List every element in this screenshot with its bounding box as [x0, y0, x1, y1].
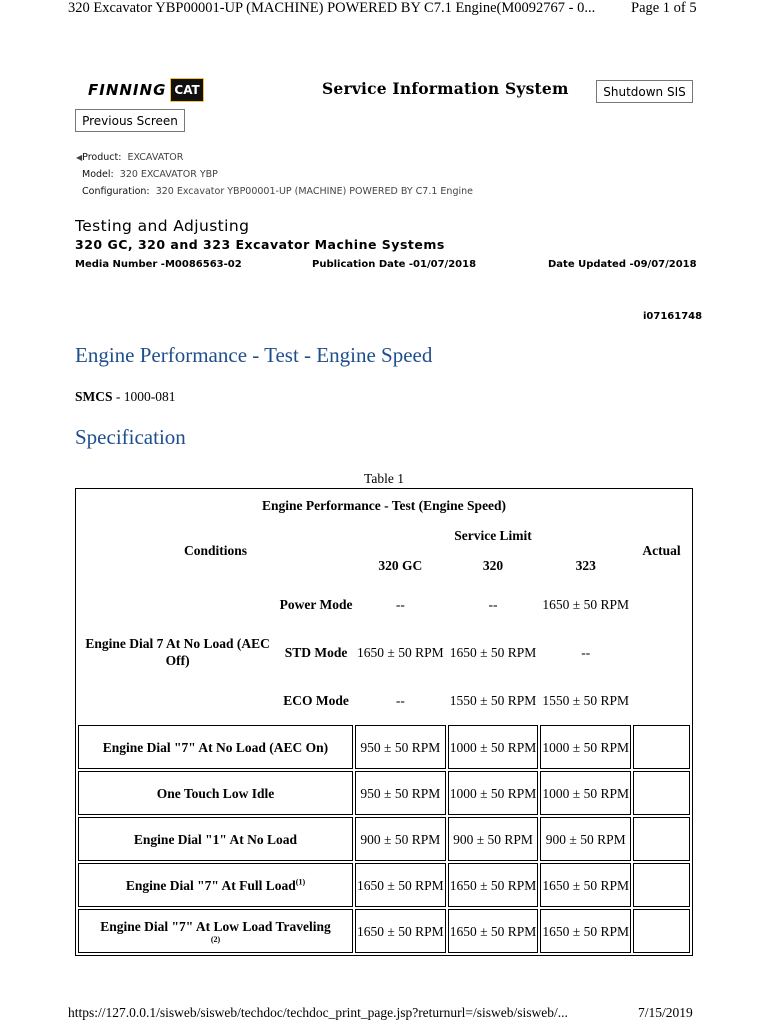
meta-model [82, 169, 218, 180]
finning-cat-logo [88, 76, 204, 104]
service-limit-header: Service Limit [454, 528, 532, 543]
spec-cell: -- [395, 596, 405, 612]
logo-text: FINNING [88, 81, 167, 99]
spec-cell: 950 ± 50 RPM [355, 771, 446, 815]
smcs-value: - 1000-081 [112, 389, 176, 404]
table-row [78, 771, 690, 815]
table-caption: Table 1 [364, 471, 404, 486]
spec-cell: -- [488, 596, 498, 612]
print-page-number: Page 1 of 5 [631, 0, 697, 16]
table-row [78, 863, 690, 907]
table-row [78, 725, 690, 769]
cat-logo-mark: CAT [170, 78, 203, 102]
mode-label: STD Mode [284, 644, 348, 660]
spec-cell: 900 ± 50 RPM [540, 817, 631, 861]
spec-cell: 1650 ± 50 RPM [542, 596, 629, 612]
actual-cell [633, 909, 690, 953]
table-row [78, 909, 690, 953]
row-label-cell [78, 863, 353, 907]
actual-cell [633, 725, 690, 769]
model-value: 320 EXCAVATOR YBP [119, 169, 218, 180]
row-label: Engine Dial "1" At No Load [78, 817, 353, 861]
previous-screen-button[interactable]: Previous Screen [75, 109, 185, 132]
reference-id: i07161748 [643, 311, 703, 322]
product-label: Product: [82, 152, 122, 163]
spec-cell: 1000 ± 50 RPM [448, 725, 539, 769]
spec-cell: 1650 ± 50 RPM [355, 863, 446, 907]
meta-config [82, 186, 473, 197]
spec-cell: 1000 ± 50 RPM [540, 771, 631, 815]
publication-date: Publication Date -01/07/2018 [312, 259, 477, 270]
actual-cell [633, 771, 690, 815]
spec-cell: 1650 ± 50 RPM [448, 863, 539, 907]
spec-cell: 900 ± 50 RPM [448, 817, 539, 861]
spec-cell: 1650 ± 50 RPM [449, 644, 537, 660]
smcs-label: SMCS [75, 389, 113, 404]
config-value: 320 Excavator YBP00001-UP (MACHINE) POWERED BY C7.1 Engine [155, 186, 473, 197]
spec-cell: 1000 ± 50 RPM [540, 725, 631, 769]
row-label: Engine Dial "7" At Full Load [125, 877, 296, 893]
row-label: Engine Dial "7" At Low Load Traveling [100, 918, 331, 934]
engine-speed-table [75, 488, 693, 956]
table-row [78, 817, 690, 861]
spec-cell: 1000 ± 50 RPM [448, 771, 539, 815]
print-footer-date: 7/15/2019 [638, 1005, 693, 1020]
page-title: Engine Performance - Test - Engine Speed [75, 343, 433, 367]
model-header: 320 GC [378, 557, 423, 573]
spec-cell: -- [395, 692, 405, 708]
table-title: Engine Performance - Test (Engine Speed) [261, 498, 507, 513]
mode-label: Power Mode [279, 596, 353, 612]
row-label: One Touch Low Idle [78, 771, 353, 815]
smcs-code [75, 389, 176, 405]
system-title: Service Information System [322, 79, 569, 98]
spec-cell: 1650 ± 50 RPM [540, 863, 631, 907]
row-label-cell [78, 909, 353, 953]
dial7-noload-aec-off: Engine Dial 7 At No Load (AEC Off) [85, 636, 270, 668]
date-updated: Date Updated -09/07/2018 [548, 259, 697, 270]
spec-cell: 1650 ± 50 RPM [448, 909, 539, 953]
spec-cell: 1550 ± 50 RPM [449, 692, 537, 708]
media-number: Media Number -M0086563-02 [75, 259, 242, 270]
model-label: Model: [82, 169, 114, 180]
model-header: 323 [575, 557, 596, 573]
spec-cell: 1650 ± 50 RPM [355, 909, 446, 953]
spec-cell: -- [581, 644, 591, 660]
footnote-ref: (2) [210, 934, 221, 944]
spec-cell: 1650 ± 50 RPM [540, 909, 631, 953]
meta-product [76, 152, 183, 163]
print-footer-url: https://127.0.0.1/sisweb/sisweb/techdoc/techdoc_print_page.jsp?returnurl=/sisweb/sisweb/... [68, 1005, 568, 1020]
spec-cell: 900 ± 50 RPM [355, 817, 446, 861]
print-header-title: 320 Excavator YBP00001-UP (MACHINE) POWERED BY C7.1 Engine(M0092767 - 0... [68, 0, 596, 16]
conditions-header: Conditions [183, 543, 247, 558]
shutdown-sis-button[interactable]: Shutdown SIS [596, 80, 693, 103]
actual-cell [633, 863, 690, 907]
spec-cell: 1550 ± 50 RPM [542, 692, 629, 708]
actual-cell [633, 677, 690, 723]
model-header: 320 [482, 557, 504, 573]
back-arrow-icon[interactable]: ◀ [76, 153, 83, 162]
config-label: Configuration: [82, 186, 150, 197]
product-value: EXCAVATOR [127, 152, 184, 163]
specification-heading: Specification [75, 425, 186, 449]
spec-cell: 1650 ± 50 RPM [357, 644, 444, 660]
actual-cell [633, 581, 690, 627]
footnote-ref: (1) [295, 877, 306, 886]
actual-cell [633, 817, 690, 861]
row-label: Engine Dial "7" At No Load (AEC On) [78, 725, 353, 769]
actual-header: Actual [642, 543, 681, 558]
actual-cell [633, 629, 690, 675]
spec-cell: 950 ± 50 RPM [355, 725, 446, 769]
mode-label: ECO Mode [283, 692, 349, 708]
doc-subtitle: 320 GC, 320 and 323 Excavator Machine Systems [75, 237, 445, 252]
doc-category: Testing and Adjusting [75, 217, 250, 235]
